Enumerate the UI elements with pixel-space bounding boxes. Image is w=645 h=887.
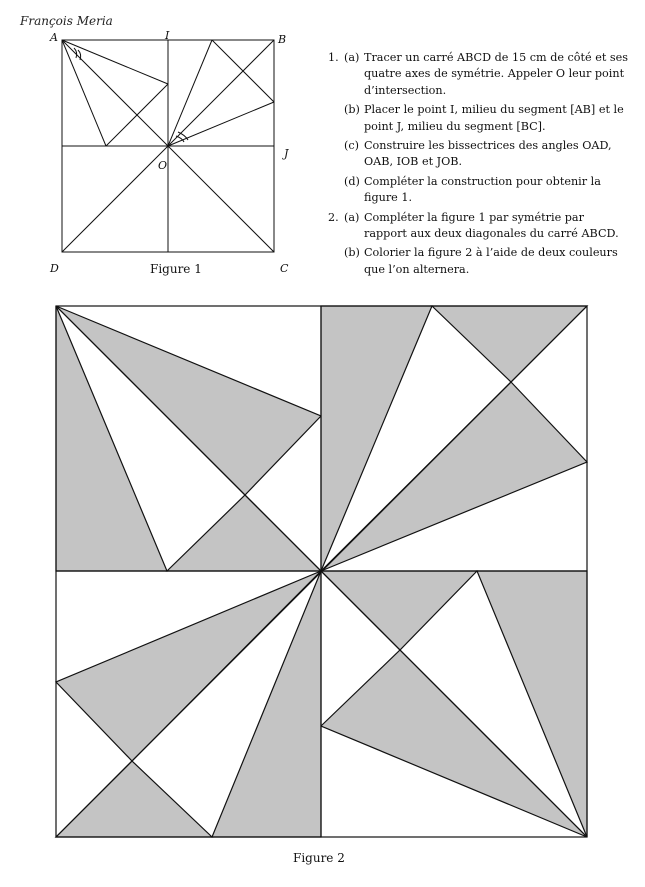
shaded-triangle bbox=[56, 761, 212, 837]
point-label-d: D bbox=[50, 262, 59, 275]
instruction-letter: (b) bbox=[344, 246, 360, 260]
instruction-item bbox=[322, 50, 628, 99]
point-label-j: J bbox=[284, 147, 289, 160]
figure-2-caption: Figure 2 bbox=[293, 851, 345, 865]
instruction-text: Compléter la figure 1 par symétrie par rapport aux deux diagonales du carré ABCD. bbox=[364, 210, 619, 241]
figure-2 bbox=[52, 302, 592, 842]
point-label-c: C bbox=[280, 262, 289, 275]
shaded-triangle bbox=[321, 571, 477, 650]
point-label-i: I bbox=[165, 29, 170, 42]
instruction-text: Tracer un carré ABCD de 15 cm de côté et ses quatre axes de symétrie. Appeler O leur point d’intersection. bbox=[364, 51, 628, 97]
instruction-text: Colorier la figure 2 à l’aide de deux couleurs que l’on alternera. bbox=[364, 246, 618, 276]
shaded-triangle bbox=[167, 495, 321, 571]
instruction-letter: (c) bbox=[344, 139, 359, 153]
instruction-number: 1. bbox=[328, 51, 339, 64]
point-label-o: O bbox=[158, 159, 168, 172]
instruction-item bbox=[322, 245, 628, 278]
instruction-text: Construire les bissectrices des angles OAD, OAB, IOB et JOB. bbox=[364, 139, 612, 169]
instructions-list bbox=[322, 50, 628, 281]
point-label-b: B bbox=[278, 33, 287, 46]
instruction-letter: (b) bbox=[344, 103, 360, 117]
instruction-letter: (a) bbox=[344, 210, 360, 224]
instruction-text: Placer le point I, milieu du segment [AB] et le point J, milieu du segment [BC]. bbox=[364, 103, 624, 133]
author-name: François Meria bbox=[20, 14, 113, 28]
figure-1-caption: Figure 1 bbox=[150, 262, 202, 276]
instruction-item bbox=[322, 210, 628, 243]
instruction-letter: (a) bbox=[344, 51, 360, 64]
instruction-item bbox=[322, 102, 628, 135]
instruction-number: 2. bbox=[328, 210, 339, 224]
figure-1 bbox=[44, 28, 287, 268]
point-label-a: A bbox=[50, 31, 58, 44]
instruction-letter: (d) bbox=[344, 174, 360, 188]
instruction-text: Compléter la construction pour obtenir la figure 1. bbox=[364, 174, 601, 205]
instruction-item bbox=[322, 138, 628, 171]
shaded-triangle bbox=[432, 306, 587, 382]
instruction-item bbox=[322, 174, 628, 207]
